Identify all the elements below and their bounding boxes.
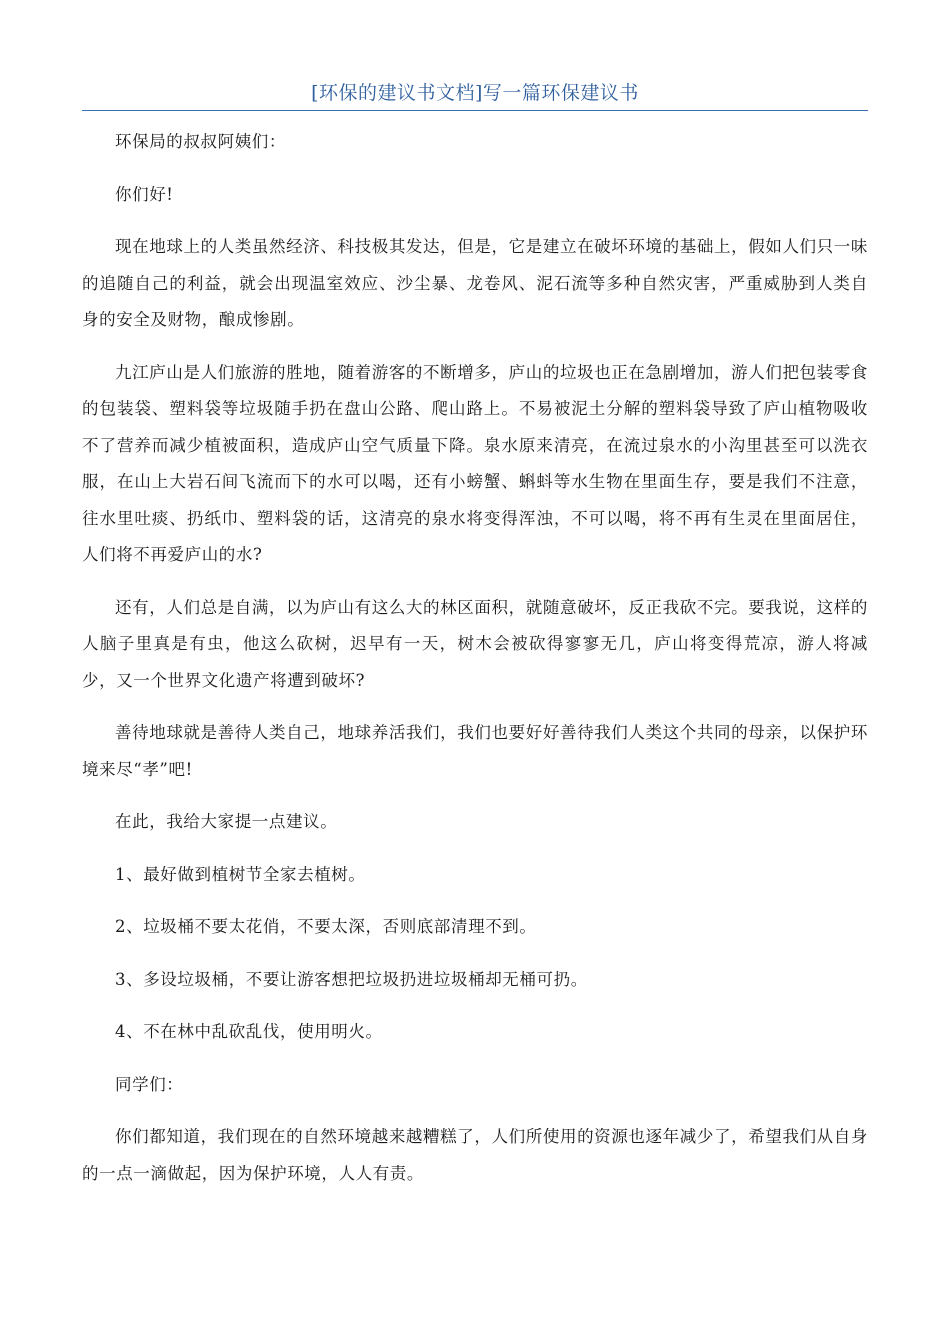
salutation: 环保局的叔叔阿姨们： [115, 132, 286, 151]
paragraph: 九江庐山是人们旅游的胜地，随着游客的不断增多，庐山的垃圾也正在急剧增加，游人们把包装零食的包装袋、塑料袋等垃圾随手扔在盘山公路、爬山路上。不易被泥土分解的塑料袋导致了庐山植物吸收不了营养而减少植被面积，造成庐山空气质量下降。泉水原来清亮，在流过泉水的小沟里甚至可以洗衣服，在山上大岩石间飞流而下的水可以喝，还有小螃蟹、蝌蚪等水生物在里面生存，要是我们不注意，往水里吐痰、扔纸巾、塑料袋的话，这清亮的泉水将变得浑浊，不可以喝，将不再有生灵在里面居住，人们将不再爱庐山的水? [82, 362, 868, 564]
suggestion-item: 4、不在林中乱砍乱伐，使用明火。 [115, 1022, 383, 1041]
greeting: 你们好! [115, 184, 174, 204]
salutation: 同学们： [115, 1074, 184, 1094]
paragraph: 在此，我给大家提一点建议。 [115, 812, 338, 831]
document-body [82, 124, 868, 1208]
paragraph: 现在地球上的人类虽然经济、科技极其发达，但是，它是建立在破坏环境的基础上，假如人们只一味的追随自己的利益，就会出现温室效应、沙尘暴、龙卷风、泥石流等多种自然灾害，严重威胁到人类自身的安全及财物，酿成惨剧。 [82, 237, 868, 329]
paragraph: 还有，人们总是自满，以为庐山有这么大的林区面积，就随意破坏，反正我砍不完。要我说，这样的人脑子里真是有虫，他这么砍树，迟早有一天，树木会被砍得寥寥无几，庐山将变得荒凉，游人将减少，又一个世界文化遗产将遭到破坏? [82, 597, 868, 690]
suggestion-item: 1、最好做到植树节全家去植树。 [115, 864, 366, 884]
paragraph: 你们都知道，我们现在的自然环境越来越糟糕了，人们所使用的资源也逐年减少了，希望我们从自身的一点一滴做起，因为保护环境，人人有责。 [82, 1127, 868, 1183]
page-header [82, 78, 868, 111]
suggestion-item: 3、多设垃圾桶，不要让游客想把垃圾扔进垃圾桶却无桶可扔。 [115, 969, 588, 989]
paragraph: 善待地球就是善待人类自己，地球养活我们，我们也要好好善待我们人类这个共同的母亲，以保护环境来尽“孝”吧! [82, 723, 868, 779]
document-title: [环保的建议书文档]写一篇环保建议书 [311, 82, 639, 104]
suggestion-item: 2、垃圾桶不要太花俏，不要太深，否则底部清理不到。 [115, 917, 537, 936]
